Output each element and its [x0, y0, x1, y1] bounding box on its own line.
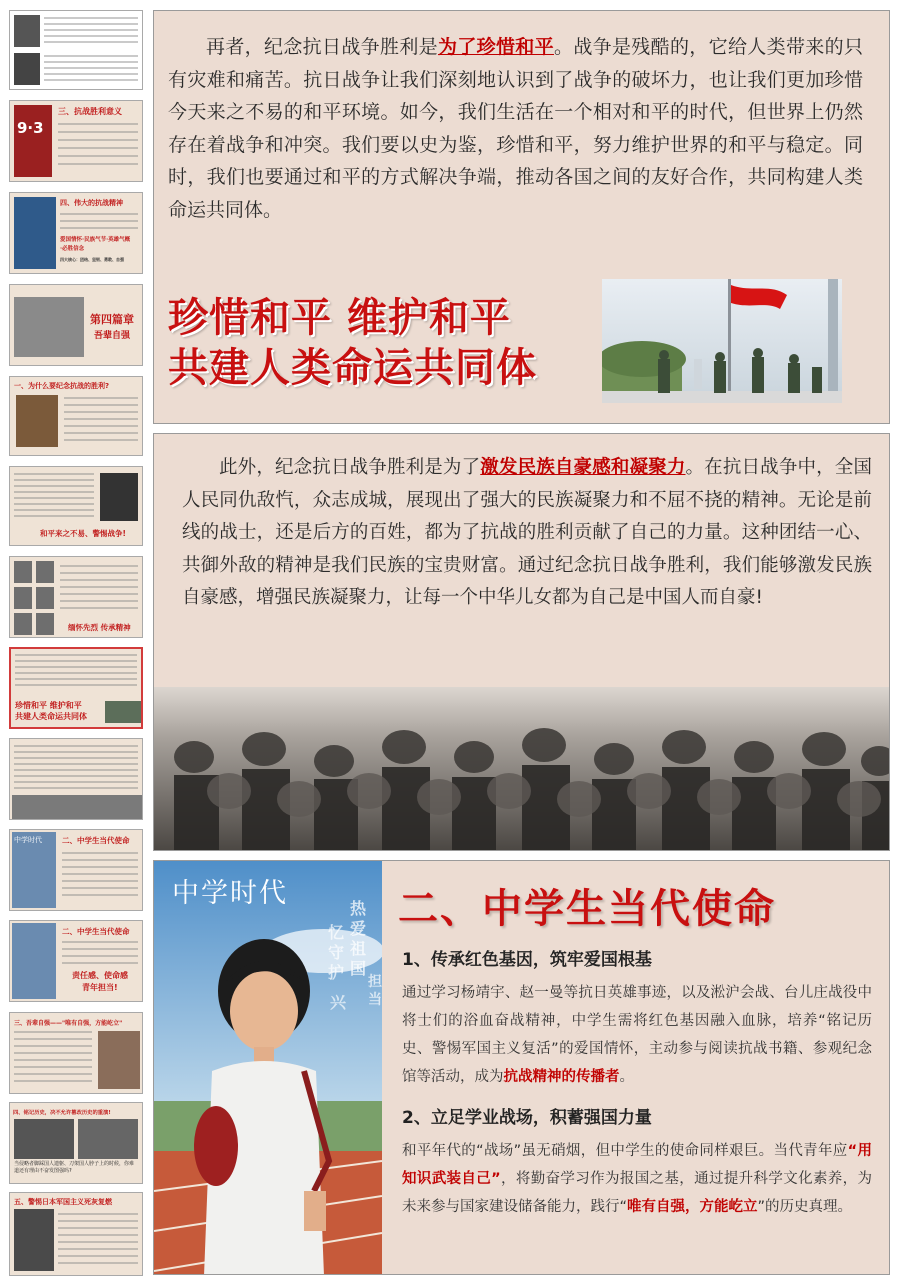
portrait-image — [14, 53, 40, 85]
thumbnail-text: 四大核心：团结、坚韧、勇敢、自强 — [60, 257, 124, 262]
thumbnail-footer: 责任感、使命感 — [72, 971, 128, 980]
body-paragraph — [168, 31, 863, 226]
thumbnail-title: 一、为什么要纪念抗战的胜利? — [14, 382, 110, 390]
body-paragraph — [182, 452, 872, 615]
highlight-phrase: “用知识武装自己” — [402, 1143, 872, 1187]
section-paragraph-1 — [402, 979, 872, 1091]
portrait-image — [14, 561, 32, 583]
soldiers-image — [12, 795, 142, 819]
history-image — [16, 395, 58, 447]
slide-title-line2: 共建人类命运共同体 — [168, 345, 537, 391]
badge-93: 9·3 — [17, 119, 44, 137]
thumbnail-title: 三、抗战胜利意义 — [58, 107, 122, 116]
highlight-phrase: 抗战精神的传播者 — [503, 1069, 620, 1085]
slide-thumbnail-4[interactable] — [9, 284, 143, 366]
thumbnail-title: 四、伟大的抗战精神 — [60, 199, 123, 207]
slide-thumbnail-10[interactable] — [9, 829, 143, 911]
paragraph-text: ”的历史真理。 — [757, 1199, 853, 1215]
paragraph-lead: 此外，纪念抗日战争胜利是为了 — [219, 457, 481, 478]
thumbnail-text: 爱国情怀·民族气节·英雄气概 — [60, 237, 131, 243]
paragraph-body: 。战争是残酷的，它给人类带来的只有灾难和痛苦。抗日战争让我们深刻地认识到了战争的破坏力，也让我们更加珍惜今天来之不易的和平环境。如今，我们生活在一个相对和平的时代，但世界上仍然存在着战争和冲突。我们要以史为鉴，珍惜和平，努力维护世界的和平与稳定。同时，我们也要通过和平的方式解决争端，推动各国之间的友好合作，共同构建人类命运共同体。 — [168, 36, 863, 221]
paragraph-text: 。 — [619, 1069, 634, 1085]
soldiers-image — [14, 297, 84, 357]
thumbnail-title: 第四篇章 — [90, 313, 134, 326]
slide-thumbnail-3[interactable] — [9, 192, 143, 274]
slide-thumbnail-5[interactable] — [9, 376, 143, 456]
vertical-text: 忆守护 — [328, 923, 345, 982]
section-heading-1: 1、传承红色基因，筑牢爱国根基 — [402, 950, 652, 970]
history-photo — [14, 1209, 54, 1271]
thumbnail-title: 五、警惕日本军国主义死灰复燃 — [14, 1198, 112, 1206]
student-image — [12, 923, 56, 999]
history-photo — [78, 1119, 138, 1159]
paragraph-text: ，将勤奋学习作为报国之基，通过提升科学文化素养，为未来参与国家建设储备能力，践行“ — [402, 1171, 872, 1215]
thumbnail-text: ·必胜信念 — [60, 246, 85, 252]
slide-national-pride — [153, 433, 890, 851]
highlight-phrase: 为了珍惜和平 — [437, 36, 554, 58]
portrait-image — [36, 613, 54, 635]
portrait-image — [36, 561, 54, 583]
thumbnail-subtitle: 吾辈自强 — [94, 331, 131, 341]
commemoration-93-image — [14, 105, 52, 177]
thumbnail-title: 共建人类命运共同体 — [15, 712, 87, 721]
people-image — [98, 1031, 140, 1089]
vertical-text: 担当 — [368, 974, 382, 1008]
war-photo — [100, 473, 138, 521]
slide-thumbnail-12[interactable] — [9, 1012, 143, 1094]
poster-image — [14, 197, 56, 269]
slide-thumbnail-6[interactable] — [9, 466, 143, 546]
flag-raising-image — [602, 279, 842, 403]
portrait-image — [14, 15, 40, 47]
slide-title-line1: 珍惜和平 维护和平 — [168, 295, 511, 341]
slide-thumbnail-8[interactable] — [9, 647, 143, 729]
thumbnail-title: 四、铭记历史，决不允许篡改历史的重演! — [13, 1110, 111, 1116]
soldiers-photo — [154, 687, 890, 851]
highlight-phrase: 唯有自强，方能屹立 — [627, 1199, 758, 1215]
slide-thumbnail-9[interactable] — [9, 738, 143, 820]
section-heading-2: 2、立足学业战场，积蓄强国力量 — [402, 1108, 652, 1128]
thumbnail-footer: 缅怀先烈 传承精神 — [68, 623, 131, 632]
portrait-image — [36, 587, 54, 609]
slide-thumbnail-14[interactable] — [9, 1192, 143, 1276]
slide-student-mission — [153, 860, 890, 1275]
student-illustration — [154, 861, 382, 1275]
paragraph-lead: 再者，纪念抗日战争胜利是 — [206, 36, 438, 58]
portrait-image — [14, 613, 32, 635]
slide-thumbnail-panel — [0, 0, 150, 1286]
slide-thumbnail-2[interactable] — [9, 100, 143, 182]
portrait-image — [14, 587, 32, 609]
slide-thumbnail-13[interactable] — [9, 1102, 143, 1184]
thumbnail-title: 二、中学生当代使命 — [62, 927, 130, 936]
section-paragraph-2 — [402, 1137, 872, 1221]
slide-thumbnail-1[interactable] — [9, 10, 143, 90]
paragraph-text: 通过学习杨靖宇、赵一曼等抗日英雄事迹，以及淞沪会战、台儿庄战役中将士们的浴血奋战精神，中学生需将红色基因融入血脉，培养“铭记历史、警惕军国主义复活”的爱国情怀，主动参与阅读抗战书籍、参观纪念馆等活动，成为 — [402, 985, 872, 1085]
slide-cherish-peace — [153, 10, 890, 424]
thumbnail-title: 二、中学生当代使命 — [62, 836, 130, 845]
thumbnail-title: 珍惜和平 维护和平 — [15, 701, 82, 710]
thumbnail-title: 三、吾辈自强——"唯有自强，方能屹立" — [14, 1020, 123, 1027]
image-label: 中学时代 — [14, 836, 42, 844]
paragraph-body: 。在抗日战争中，全国人民同仇敌忾，众志成城，展现出了强大的民族凝聚力和不屈不挠的精神。无论是前线的战士，还是后方的百姓，都为了抗战的胜利贡献了自己的力量。这种团结一心、共御外敌的精神是我们民族的宝贵财富。通过纪念抗日战争胜利，我们能够激发民族自豪感，增强民族凝聚力，让每一个中华儿女都为自己是中国人而自豪! — [182, 457, 872, 608]
thumbnail-footer: 和平来之不易、警惕战争! — [40, 529, 126, 538]
student-image — [12, 832, 56, 908]
slide-thumbnail-7[interactable] — [9, 556, 143, 638]
slide-title: 二、中学生当代使命 — [398, 886, 776, 932]
flag-ceremony-image — [105, 701, 141, 723]
vertical-text: 兴 — [330, 993, 347, 1012]
history-photo — [14, 1119, 74, 1159]
highlight-phrase: 激发民族自豪感和凝聚力 — [480, 457, 686, 478]
slide-thumbnail-11[interactable] — [9, 920, 143, 1002]
image-label: 中学时代 — [172, 878, 288, 909]
thumbnail-footer: 青年担当! — [82, 983, 118, 992]
thumbnail-caption: 当侵略者脚踩国人遗躯、刀架国人脖子上的时候，你难道还有理由不奋发图强吗? — [14, 1161, 135, 1174]
vertical-text: 热爱祖国 — [350, 899, 367, 978]
paragraph-text: 和平年代的“战场”虽无硝烟，但中学生的使命同样艰巨。当代青年应 — [402, 1143, 848, 1159]
